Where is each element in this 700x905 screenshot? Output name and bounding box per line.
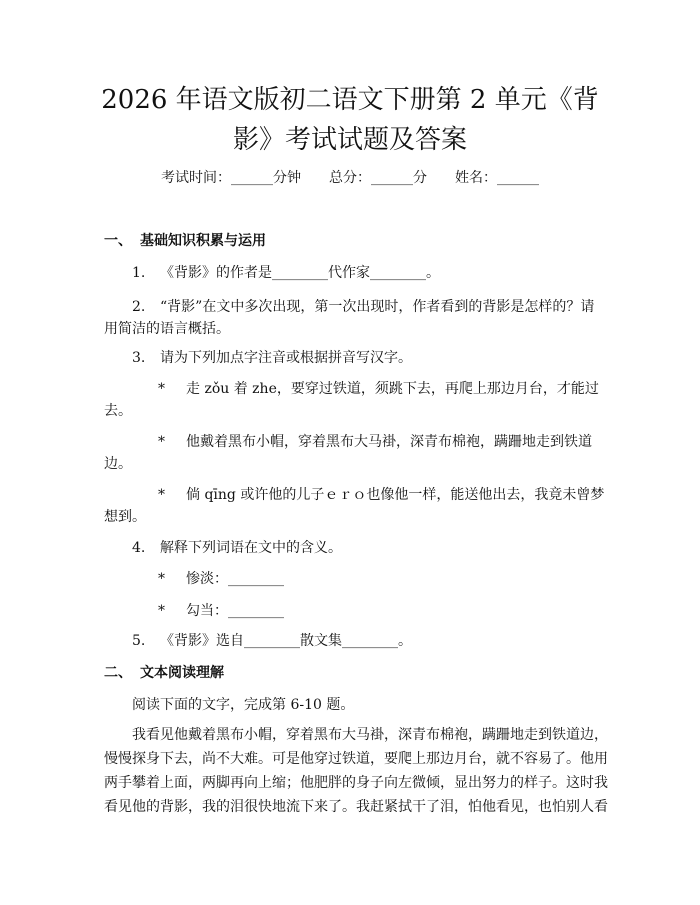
q3-item-2-continued: 边。: [104, 456, 132, 472]
question-text: 《背影》选自________散文集________。: [160, 633, 412, 649]
item-text: 走 zǒu 着 zhe，要穿过铁道，须跳下去，再爬上那边月台，才能过: [186, 381, 599, 397]
exam-time: 考试时间：______分钟: [161, 170, 301, 186]
section-number: 一、: [104, 233, 132, 249]
document-title: [95, 80, 605, 160]
question-text: 《背影》的作者是________代作家________。: [160, 265, 440, 281]
section-title: 基础知识积累与运用: [140, 233, 266, 249]
bullet-star: *: [158, 487, 165, 503]
q3-item-1-continued: 去。: [104, 403, 132, 419]
question-text: 请为下列加点字注音或根据拼音写汉字。: [160, 350, 412, 366]
reading-intro: 阅读下面的文字，完成第 6-10 题。: [132, 697, 355, 713]
question-number: 1.: [132, 265, 146, 281]
question-2: [132, 296, 594, 316]
bullet-star: *: [158, 571, 165, 587]
bullet-star: *: [158, 434, 165, 450]
question-4: [132, 537, 342, 557]
question-text: 解释下列词语在文中的含义。: [160, 540, 342, 556]
passage-line-4: 看见他的背影，我的泪很快地流下来了。我赶紧拭干了泪，怕他看见，也怕别人看: [104, 799, 608, 815]
section-heading-1: [104, 230, 266, 250]
q3-item-2: [158, 431, 592, 451]
section-title: 文本阅读理解: [140, 665, 224, 681]
q3-item-3-continued: 想到。: [104, 509, 146, 525]
exam-name: 姓名：______: [455, 170, 539, 186]
exam-info: [0, 167, 700, 187]
title-line-1: 2026 年语文版初二语文下册第 2 单元《背: [101, 85, 599, 115]
question-number: 5.: [132, 633, 146, 649]
q4-item-1: [158, 568, 284, 588]
bullet-star: *: [158, 381, 165, 397]
section-heading-2: [104, 662, 224, 682]
item-text: 惨淡：________: [186, 571, 284, 587]
item-text: 倘 qīng 或许他的儿子ｅｒｏ也像他一样，能送他出去，我竟未曾梦: [186, 487, 605, 503]
question-text: “背影”在文中多次出现，第一次出现时，作者看到的背影是怎样的？请: [160, 299, 595, 315]
question-1: [132, 262, 440, 282]
exam-score: 总分：______分: [329, 170, 427, 186]
question-number: 4.: [132, 540, 146, 556]
q3-item-1: [158, 378, 599, 398]
bullet-star: *: [158, 603, 165, 619]
item-text: 勾当：________: [186, 603, 284, 619]
passage-line-2: 慢慢探身下去，尚不大难。可是他穿过铁道，要爬上那边月台，就不容易了。他用: [104, 751, 608, 767]
item-text: 他戴着黑布小帽，穿着黑布大马褂，深青布棉袍，蹒跚地走到铁道: [186, 434, 592, 450]
question-2-continued: 用简洁的语言概括。: [104, 321, 230, 337]
question-3: [132, 347, 412, 367]
q4-item-2: [158, 600, 284, 620]
title-line-2: 影》考试试题及答案: [232, 125, 467, 155]
passage-line-1: 我看见他戴着黑布小帽，穿着黑布大马褂，深青布棉袍，蹒跚地走到铁道边，: [132, 727, 608, 743]
question-number: 2.: [132, 299, 146, 315]
question-number: 3.: [132, 350, 146, 366]
section-number: 二、: [104, 665, 132, 681]
question-5: [132, 630, 412, 650]
q3-item-3: [158, 484, 604, 504]
passage-line-3: 两手攀着上面，两脚再向上缩；他肥胖的身子向左微倾，显出努力的样子。这时我: [104, 775, 608, 791]
